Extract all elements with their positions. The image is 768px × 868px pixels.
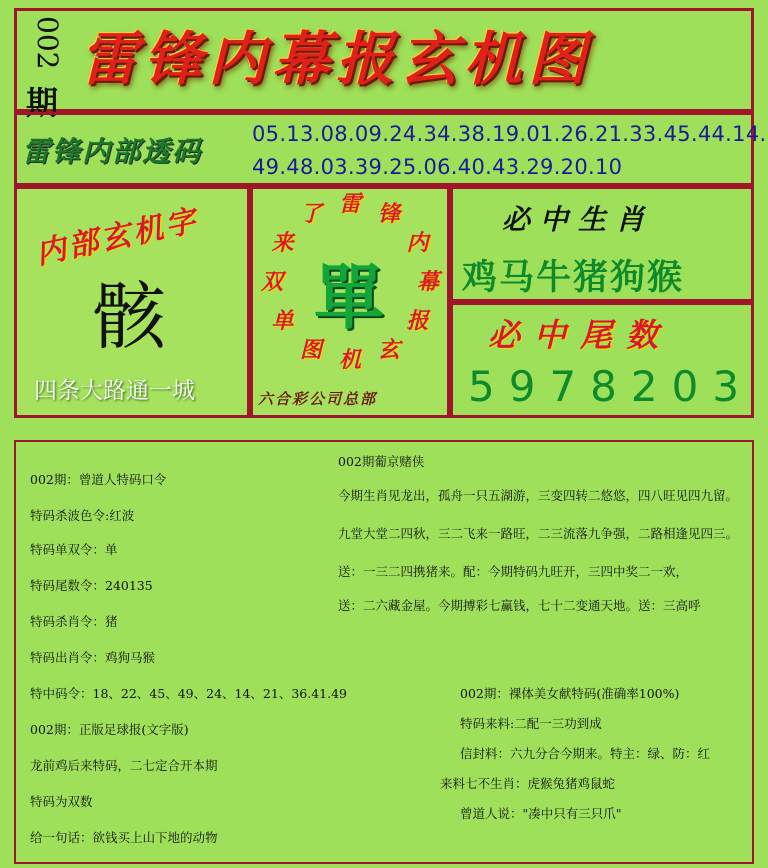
left-line-9: 特码为双数 <box>30 794 93 809</box>
tail-numbers: 5978203 <box>468 362 754 411</box>
left-panel-slogan: 四条大路通一城 <box>34 378 195 404</box>
left-line-2: 特码单双令：单 <box>30 542 118 557</box>
ring-char: 幕 <box>417 269 440 295</box>
left-line-0: 002期：曾道人特码口令 <box>30 472 167 487</box>
ring-char: 报 <box>406 308 429 334</box>
right-line-2: 信封料：六九分合今期来。特主：绿、防：红 <box>460 746 711 761</box>
numbers-line-2: 49.48.03.39.25.06.40.43.29.20.10 <box>252 155 623 179</box>
center-panel-footer: 六合彩公司总部 <box>258 390 378 408</box>
top-right-line-3: 送：一三二四携猪来。配：今期特码九旺开，三四中奖二一欢， <box>338 564 689 579</box>
left-panel-title: 内部玄机字 <box>32 203 202 272</box>
left-line-6: 特中码令：18、22、45、49、24、14、21、36.41.49 <box>30 686 348 701</box>
top-right-line-2: 九堂大堂二四秋，三二飞来一路旺，二三流落九争强，二路相逢见四三。 <box>338 526 739 541</box>
left-line-10: 给一句话：欲钱买上山下地的动物 <box>30 830 218 845</box>
ring-char: 图 <box>300 336 323 363</box>
tail-title: 必中尾数 <box>488 316 673 354</box>
left-line-7: 002期：正版足球报(文字版) <box>30 722 189 737</box>
page-title: 雷锋内幕报玄机图 <box>80 25 593 93</box>
right-line-3: 来料七不生肖：虎猴兔猪鸡鼠蛇 <box>440 776 616 791</box>
left-line-8: 龙前鸡后来特码，二七定合开本期 <box>30 758 218 773</box>
issue-suffix: 期 <box>26 84 59 122</box>
right-line-4: 曾道人说："凑中只有三只爪" <box>460 806 622 821</box>
top-right-line-1: 今期生肖见龙出，孤舟一只五湖游，三变四转二悠悠，四八旺见四九留。 <box>338 488 739 503</box>
ring-char: 锋 <box>378 201 401 228</box>
ring-char: 玄 <box>378 336 401 363</box>
numbers-line-1: 05.13.08.09.24.34.38.19.01.26.21.33.45.44.14. <box>252 122 767 146</box>
ring-char: 机 <box>339 347 362 373</box>
ring-char: 雷 <box>339 191 362 217</box>
top-right-line-4: 送：二六藏金屋。今期搏彩七赢钱，七十二变通天地。送：三高呼 <box>338 598 701 613</box>
ring-char: 单 <box>271 308 294 334</box>
left-line-5: 特码出肖令：鸡狗马猴 <box>30 650 156 665</box>
left-line-1: 特码杀波色令:红波 <box>30 508 135 523</box>
ring-char: 来 <box>271 230 294 256</box>
issue-number: 002 <box>31 16 64 70</box>
ring-char: 双 <box>261 269 284 295</box>
right-line-1: 特码来料:二配一三功到成 <box>460 716 602 731</box>
right-line-0: 002期：裸体美女献特码(准确率100%) <box>460 686 680 701</box>
ring-char: 了 <box>300 201 323 228</box>
left-panel-character: 骸 <box>92 274 166 360</box>
issue-label <box>20 12 64 122</box>
zodiac-title: 必中生肖 <box>502 203 655 236</box>
zodiac-text: 鸡马牛猪狗猴 <box>462 257 685 298</box>
center-panel-character: 單 <box>314 256 384 339</box>
left-line-4: 特码杀肖令：猪 <box>30 614 118 629</box>
ring-char: 内 <box>406 230 429 256</box>
left-line-3: 特码尾数令：240135 <box>30 578 153 593</box>
top-right-line-0: 002期葡京赌侠 <box>338 454 425 469</box>
numbers-list <box>252 118 767 184</box>
numbers-label: 雷锋内部透码 <box>22 135 203 168</box>
